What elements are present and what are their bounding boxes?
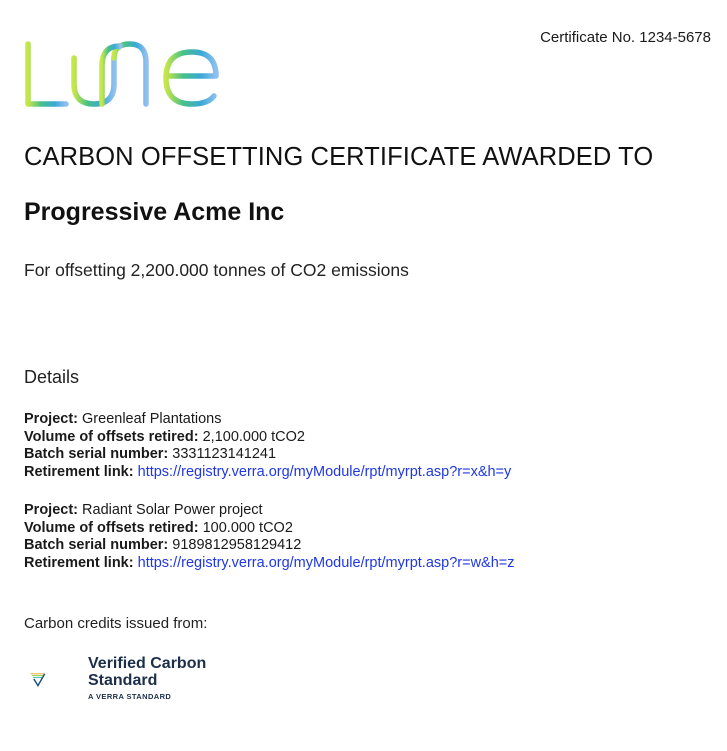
serial-label: Batch serial number: xyxy=(24,537,169,553)
volume-row xyxy=(24,429,511,447)
volume-label: Volume of offsets retired: xyxy=(24,519,199,536)
vcs-name-line2: Standard xyxy=(88,672,158,689)
project-label: Project: xyxy=(24,411,78,427)
recipient-name: Progressive Acme Inc xyxy=(24,198,285,226)
serial-label: Batch serial number: xyxy=(24,446,169,462)
volume-label: Volume of offsets retired: xyxy=(24,428,199,445)
volume-row xyxy=(24,520,515,538)
project-name: Radiant Solar Power project xyxy=(82,502,263,518)
serial-value: 3331123141241 xyxy=(172,446,277,462)
vcs-name-line1: Verified Carbon xyxy=(88,655,207,672)
project-label: Project: xyxy=(24,502,78,518)
project-name: Greenleaf Plantations xyxy=(82,411,222,427)
retirement-link[interactable]: https://registry.verra.org/myModule/rpt/myrpt.asp?r=x&h=y xyxy=(137,463,512,480)
retirement-link-label: Retirement link: xyxy=(24,463,134,480)
certificate-heading: CARBON OFFSETTING CERTIFICATE AWARDED TO xyxy=(24,143,654,171)
volume-value: 2,100.000 tCO2 xyxy=(202,428,305,445)
project-row xyxy=(24,411,511,429)
volume-value: 100.000 tCO2 xyxy=(202,519,293,536)
vcs-name xyxy=(88,655,206,689)
serial-row xyxy=(24,446,511,464)
retirement-link-label: Retirement link: xyxy=(24,554,134,571)
retirement-link[interactable]: https://registry.verra.org/myModule/rpt/myrpt.asp?r=w&h=z xyxy=(137,554,515,571)
retirement-link-row xyxy=(24,464,511,482)
retirement-link-row xyxy=(24,555,515,573)
details-title: Details xyxy=(24,367,80,387)
certificate-number: Certificate No. 1234-5678 xyxy=(540,29,711,46)
serial-row xyxy=(24,537,515,555)
offset-summary: For offsetting 2,200.000 tonnes of CO2 emissions xyxy=(24,260,409,280)
issuer-intro: Carbon credits issued from: xyxy=(24,615,208,632)
serial-value: 9189812958129412 xyxy=(172,537,302,553)
project-row xyxy=(24,502,515,520)
project-details-block xyxy=(24,502,515,572)
vcs-tagline: A VERRA STANDARD xyxy=(88,692,172,701)
project-details-block xyxy=(24,411,511,481)
lune-logo xyxy=(22,36,222,112)
vcs-check-icon xyxy=(30,655,86,705)
